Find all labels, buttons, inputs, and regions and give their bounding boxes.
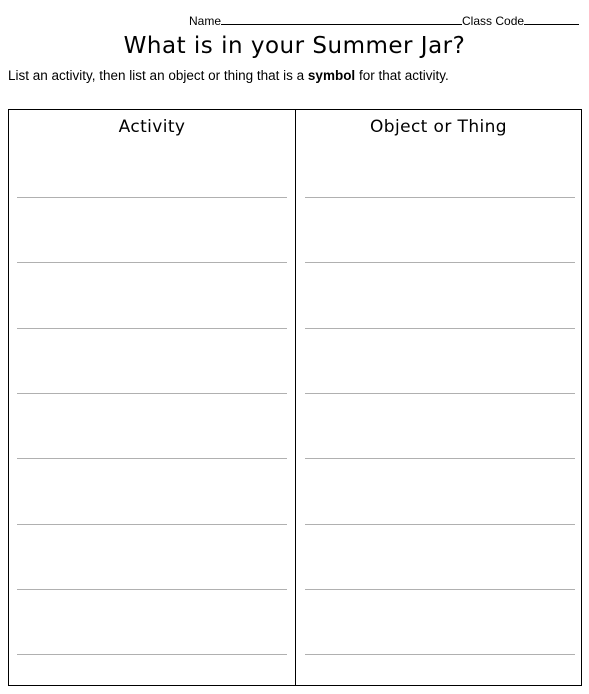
object-writing-line[interactable] (305, 393, 575, 394)
instructions-before: List an activity, then list an object or thing that is a (8, 68, 308, 83)
object-writing-line[interactable] (305, 197, 575, 198)
worksheet-table (8, 109, 582, 686)
instructions-after: for that activity. (355, 68, 449, 83)
name-classcode-header (189, 12, 579, 29)
activity-writing-line[interactable] (17, 393, 287, 394)
object-writing-line[interactable] (305, 654, 575, 655)
name-blank[interactable] (221, 12, 462, 25)
activity-writing-line[interactable] (17, 262, 287, 263)
object-column (296, 110, 581, 685)
activity-writing-line[interactable] (17, 654, 287, 655)
object-writing-line[interactable] (305, 262, 575, 263)
instructions-emphasis: symbol (307, 68, 356, 83)
object-writing-line[interactable] (305, 328, 575, 329)
activity-writing-line[interactable] (17, 328, 287, 329)
activity-column-header: Activity (118, 117, 186, 137)
page-title: What is in your Summer Jar? (123, 33, 466, 59)
object-writing-line[interactable] (305, 458, 575, 459)
activity-writing-line[interactable] (17, 458, 287, 459)
object-writing-line[interactable] (305, 524, 575, 525)
object-writing-line[interactable] (305, 589, 575, 590)
class-code-blank[interactable] (524, 12, 579, 25)
object-column-header: Object or Thing (369, 117, 507, 137)
activity-writing-line[interactable] (17, 197, 287, 198)
activity-column (9, 110, 296, 685)
class-code-label: Class Code (462, 14, 525, 28)
activity-writing-line[interactable] (17, 524, 287, 525)
activity-writing-line[interactable] (17, 589, 287, 590)
name-label: Name (189, 14, 222, 28)
instructions (8, 67, 449, 85)
